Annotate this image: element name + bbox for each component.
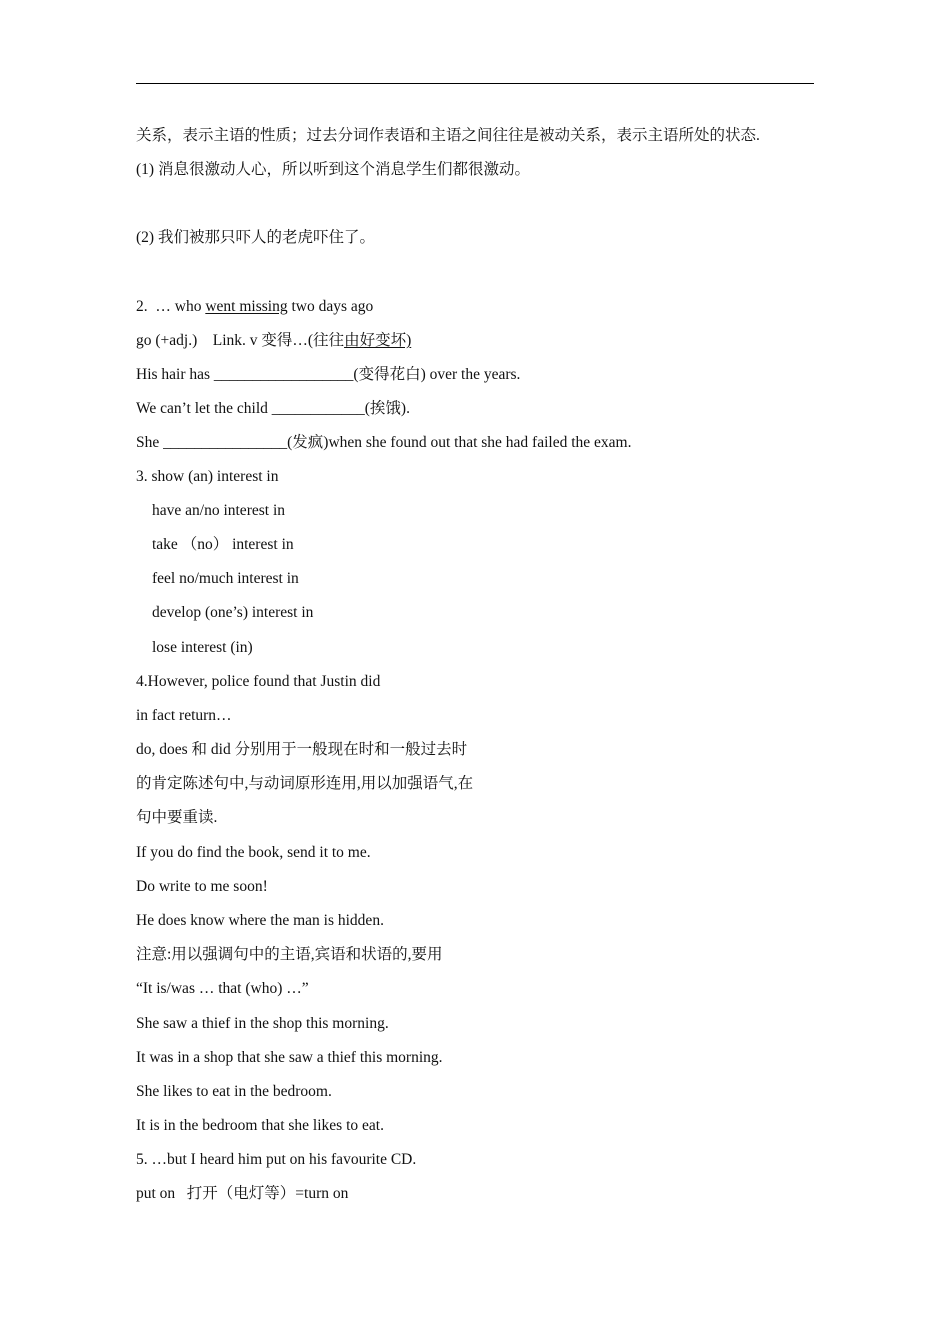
exercise-line: His hair has __________________(变得花白) over the years. [136, 366, 521, 383]
example-sentence: It was in a shop that she saw a thief this morning. [136, 1049, 443, 1066]
phrase-item: develop (one’s) interest in [152, 604, 314, 621]
text-line: 关系，表示主语的性质；过去分词作表语和主语之间往往是被动关系，表示主语所处的状态. [136, 127, 760, 144]
grammar-note: 注意:用以强调句中的主语,宾语和状语的,要用 [136, 946, 443, 963]
grammar-note: 的肯定陈述句中,与动词原形连用,用以加强语气,在 [136, 775, 474, 792]
grammar-note: 句中要重读. [136, 809, 218, 826]
point-5-heading: 5. …but I heard him put on his favourite CD. [136, 1151, 417, 1168]
point-2-heading [136, 297, 373, 317]
underlined-phrase: went missing [205, 298, 288, 315]
grammar-note: do, does 和 did 分别用于一般现在时和一般过去时 [136, 741, 468, 758]
example-sentence: She saw a thief in the shop this morning. [136, 1015, 389, 1032]
text-segment: 2. … who [136, 298, 206, 315]
example-sentence: He does know where the man is hidden. [136, 912, 384, 929]
point-4-heading: 4.However, police found that Justin did [136, 673, 381, 690]
point-3-heading: 3. show (an) interest in [136, 468, 279, 485]
header-rule [136, 83, 814, 84]
example-sentence: If you do find the book, send it to me. [136, 844, 371, 861]
phrase-item: take （no） interest in [152, 536, 294, 553]
text-line: in fact return… [136, 707, 232, 724]
grammar-pattern: “It is/was … that (who) …” [136, 980, 309, 997]
example-sentence: She likes to eat in the bedroom. [136, 1083, 332, 1100]
phrase-item: lose interest (in) [152, 639, 253, 656]
example-2: (2) 我们被那只吓人的老虎吓住了。 [136, 229, 375, 246]
text-segment: go (+adj.) Link. v 变得…(往往 [136, 332, 345, 349]
example-sentence: Do write to me soon! [136, 878, 268, 895]
phrase-definition: put on 打开（电灯等）=turn on [136, 1185, 349, 1202]
exercise-line: We can’t let the child ____________(挨饿). [136, 400, 410, 417]
go-link-verb-note [136, 331, 411, 351]
text-segment: two days ago [287, 298, 374, 315]
phrase-item: have an/no interest in [152, 502, 285, 519]
underlined-phrase: 由好变坏) [344, 332, 412, 349]
exercise-line: She ________________(发疯)when she found out that she had failed the exam. [136, 434, 632, 451]
example-1: (1) 消息很激动人心，所以听到这个消息学生们都很激动。 [136, 161, 530, 178]
phrase-item: feel no/much interest in [152, 570, 299, 587]
example-sentence: It is in the bedroom that she likes to eat. [136, 1117, 384, 1134]
